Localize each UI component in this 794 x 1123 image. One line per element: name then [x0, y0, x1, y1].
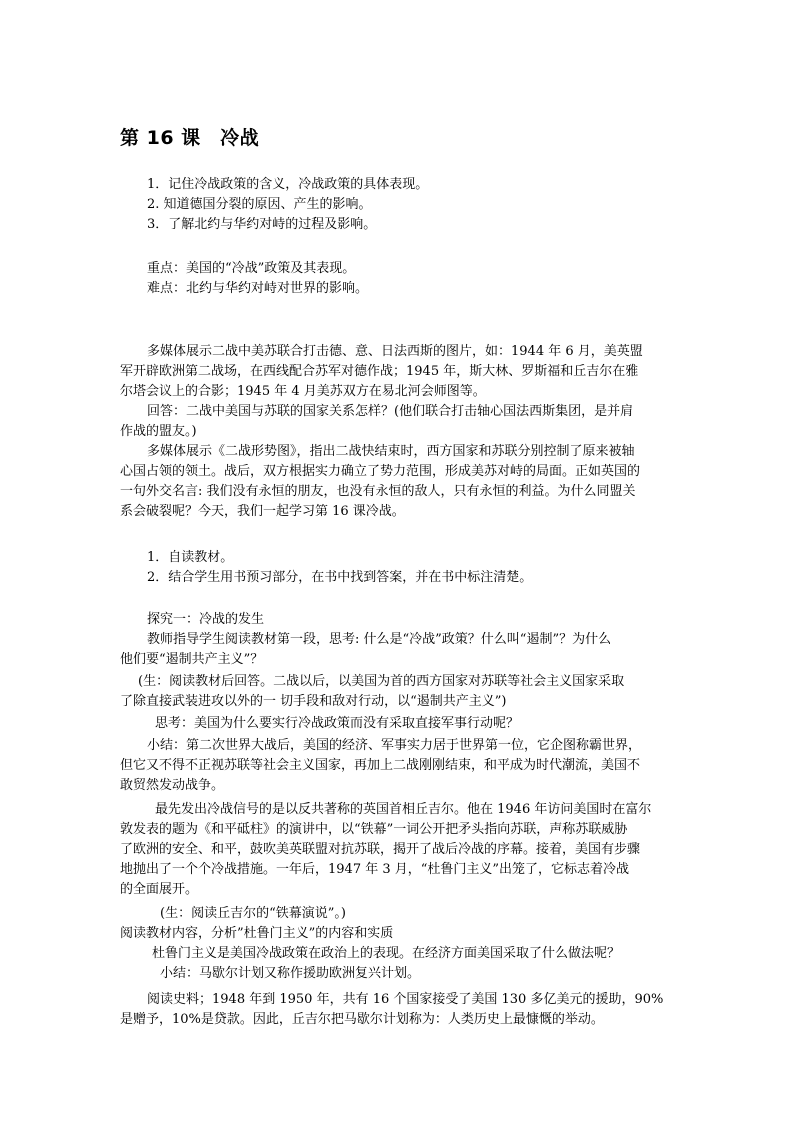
explore-a2: (生：阅读丘吉尔的“铁幕演说”。)	[160, 906, 346, 921]
lesson-title: 第 16 课 冷战	[120, 127, 260, 149]
explore-a1-line: 了除直接武装进攻以外的一 切手段和敌对行动，以“遏制共产主义”)	[120, 694, 507, 709]
explore-read2-line: 阅读史料；1948 年到 1950 年，共有 16 个国家接受了美国 130 多亿美元的援助，90%	[147, 992, 664, 1007]
difficulty-point: 难点：北约与华约对峙对世界的影响。	[147, 281, 369, 296]
explore-p4-line: 最先发出冷战信号的是以反共著称的英国首相丘吉尔。他在 1946 年访问美国时在富尔	[155, 802, 652, 817]
explore-read2-line: 是赠予，10%是贷款。因此，丘吉尔把马歇尔计划称为：人类历史上最慷慨的举动。	[120, 1012, 604, 1027]
explore-p4-line: 了欧洲的安全、和平，鼓吹美英联盟对抗苏联，揭开了战后冷战的序幕。接着，美国有步骤	[120, 842, 641, 857]
explore-a1-line: (生：阅读教材后回答。二战以后，以美国为首的西方国家对苏联等社会主义国家采取	[138, 674, 625, 689]
explore-heading: 探究一：冷战的发生	[147, 612, 265, 627]
intro-p3-line: 系会破裂呢？今天，我们一起学习第 16 课冷战。	[120, 504, 405, 519]
intro-p1-line: 军开辟欧洲第二战场，在西线配合苏军对德作战；1945 年，斯大林、罗斯福和丘吉尔在雅	[120, 364, 639, 379]
explore-read1: 阅读教材内容，分析”杜鲁门主义”的内容和实质	[120, 926, 394, 941]
intro-p2-line: 回答：二战中美国与苏联的国家关系怎样？(他们联合打击轴心国法西斯集团，是并肩	[147, 404, 634, 419]
explore-p4-line: 的全面展开。	[120, 882, 199, 897]
explore-q1-line: 他们要“遏制共产主义”？	[120, 652, 264, 667]
explore-s1-line: 小结：第二次世界大战后，美国的经济、军事实力居于世界第一位，它企图称霸世界，	[147, 738, 642, 753]
intro-p3-line: 多媒体展示《二战形势图》，指出二战快结束时，西方国家和苏联分别控制了原来被轴	[147, 444, 635, 459]
explore-s2: 小结：马歇尔计划又称作援助欧洲复兴计划。	[160, 966, 421, 981]
explore-q2: 思考：美国为什么要实行冷战政策而没有采取直接军事行动呢？	[155, 716, 520, 731]
intro-p3-line: 一句外交名言: 我们没有永恒的朋友，也没有永恒的敌人，只有永恒的利益。为什么同盟关	[120, 484, 636, 499]
intro-p1-line: 尔塔会议上的合影；1945 年 4 月美苏双方在易北河会师图等。	[120, 384, 486, 399]
explore-q3: 杜鲁门主义是美国冷战政策在政治上的表现。在经济方面美国采取了什么做法呢？	[152, 946, 621, 961]
explore-p4-line: 敦发表的题为《和平砥柱》的演讲中，以“铁幕”一词公开把矛头指向苏联，声称苏联威胁	[120, 822, 628, 837]
intro-p1-line: 多媒体展示二战中美苏联合打击德、意、日法西斯的图片，如：1944 年 6 月，美英盟	[147, 344, 643, 359]
self-study-1: 1．自读教材。	[147, 550, 234, 565]
focus-point: 重点：美国的“冷战”政策及其表现。	[147, 261, 356, 276]
explore-s1-line: 但它又不得不正视苏联等社会主义国家，再加上二战刚刚结束，和平成为时代潮流，美国不	[120, 758, 641, 773]
explore-s1-line: 敢贸然发动战争。	[120, 778, 225, 793]
explore-p4-line: 地抛出了一个个冷战措施。一年后，1947 年 3 月，“杜鲁门主义”出笼了，它标志着冷战	[120, 862, 630, 877]
objective-3: 3．了解北约与华约对峙的过程及影响。	[147, 217, 377, 232]
objective-2: 2. 知道德国分裂的原因、产生的影响。	[147, 197, 372, 212]
objective-1: 1．记住冷战政策的含义，冷战政策的具体表现。	[147, 177, 429, 192]
self-study-2: 2．结合学生用书预习部分，在书中找到答案，并在书中标注清楚。	[147, 570, 533, 585]
explore-q1-line: 教师指导学生阅读教材第一段，思考: 什么是“冷战”政策？什么叫“遏制”？为什么	[147, 632, 612, 647]
intro-p3-line: 心国占领的领土。战后，双方根据实力确立了势力范围，形成美苏对峙的局面。正如英国的	[120, 464, 641, 479]
intro-p2-line: 作战的盟友。)	[120, 424, 197, 439]
